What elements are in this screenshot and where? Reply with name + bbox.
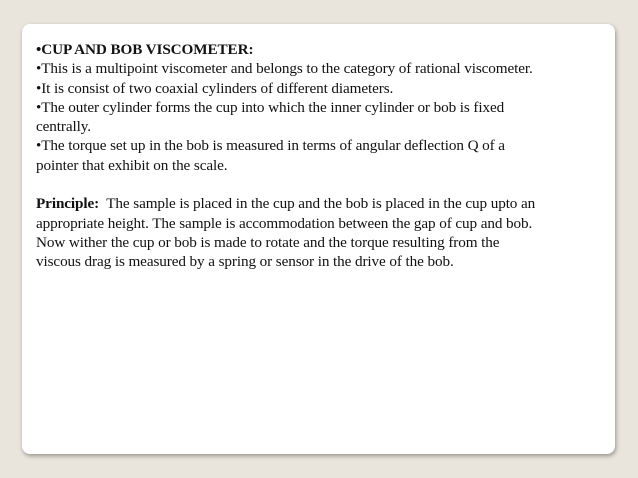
principle-line: viscous drag is measured by a spring or sensor in the drive of the bob. (36, 253, 454, 271)
bullet-text: It is consist of two coaxial cylinders of different diameters. (41, 79, 394, 97)
bullet-text: The torque set up in the bob is measured in terms of angular deflection Q of a (41, 137, 505, 155)
bullet-line (36, 79, 621, 98)
principle-line: Now wither the cup or bob is made to rotate and the torque resulting from the (36, 233, 500, 251)
bullet-marker: • (36, 41, 42, 58)
bullet-marker: • (36, 79, 42, 97)
heading-text: CUP AND BOB VISCOMETER: (41, 41, 254, 58)
heading-line (36, 40, 621, 59)
bullet-line (36, 98, 621, 117)
bullet-marker: • (36, 98, 42, 116)
spacer (36, 175, 621, 194)
bullet-text: pointer that exhibit on the scale. (36, 156, 228, 174)
bullet-marker: • (36, 137, 42, 155)
slide-card (22, 24, 615, 454)
slide-content (36, 40, 621, 272)
bullet-marker: • (36, 60, 42, 78)
bullet-text: This is a multipoint viscometer and belongs to the category of rational viscometer. (41, 60, 533, 78)
bullet-text: centrally. (36, 118, 91, 136)
bullet-line (36, 59, 621, 78)
principle-line (36, 194, 621, 213)
bullet-continuation (36, 156, 621, 175)
principle-line: appropriate height. The sample is accommodation between the gap of cup and bob. (36, 214, 533, 232)
bullet-continuation (36, 117, 621, 136)
principle-text: The sample is placed in the cup and the bob is placed in the cup upto an (99, 195, 536, 213)
bullet-line (36, 136, 621, 155)
principle-label: Principle: (36, 195, 100, 213)
bullet-text: The outer cylinder forms the cup into which the inner cylinder or bob is fixed (41, 98, 505, 116)
